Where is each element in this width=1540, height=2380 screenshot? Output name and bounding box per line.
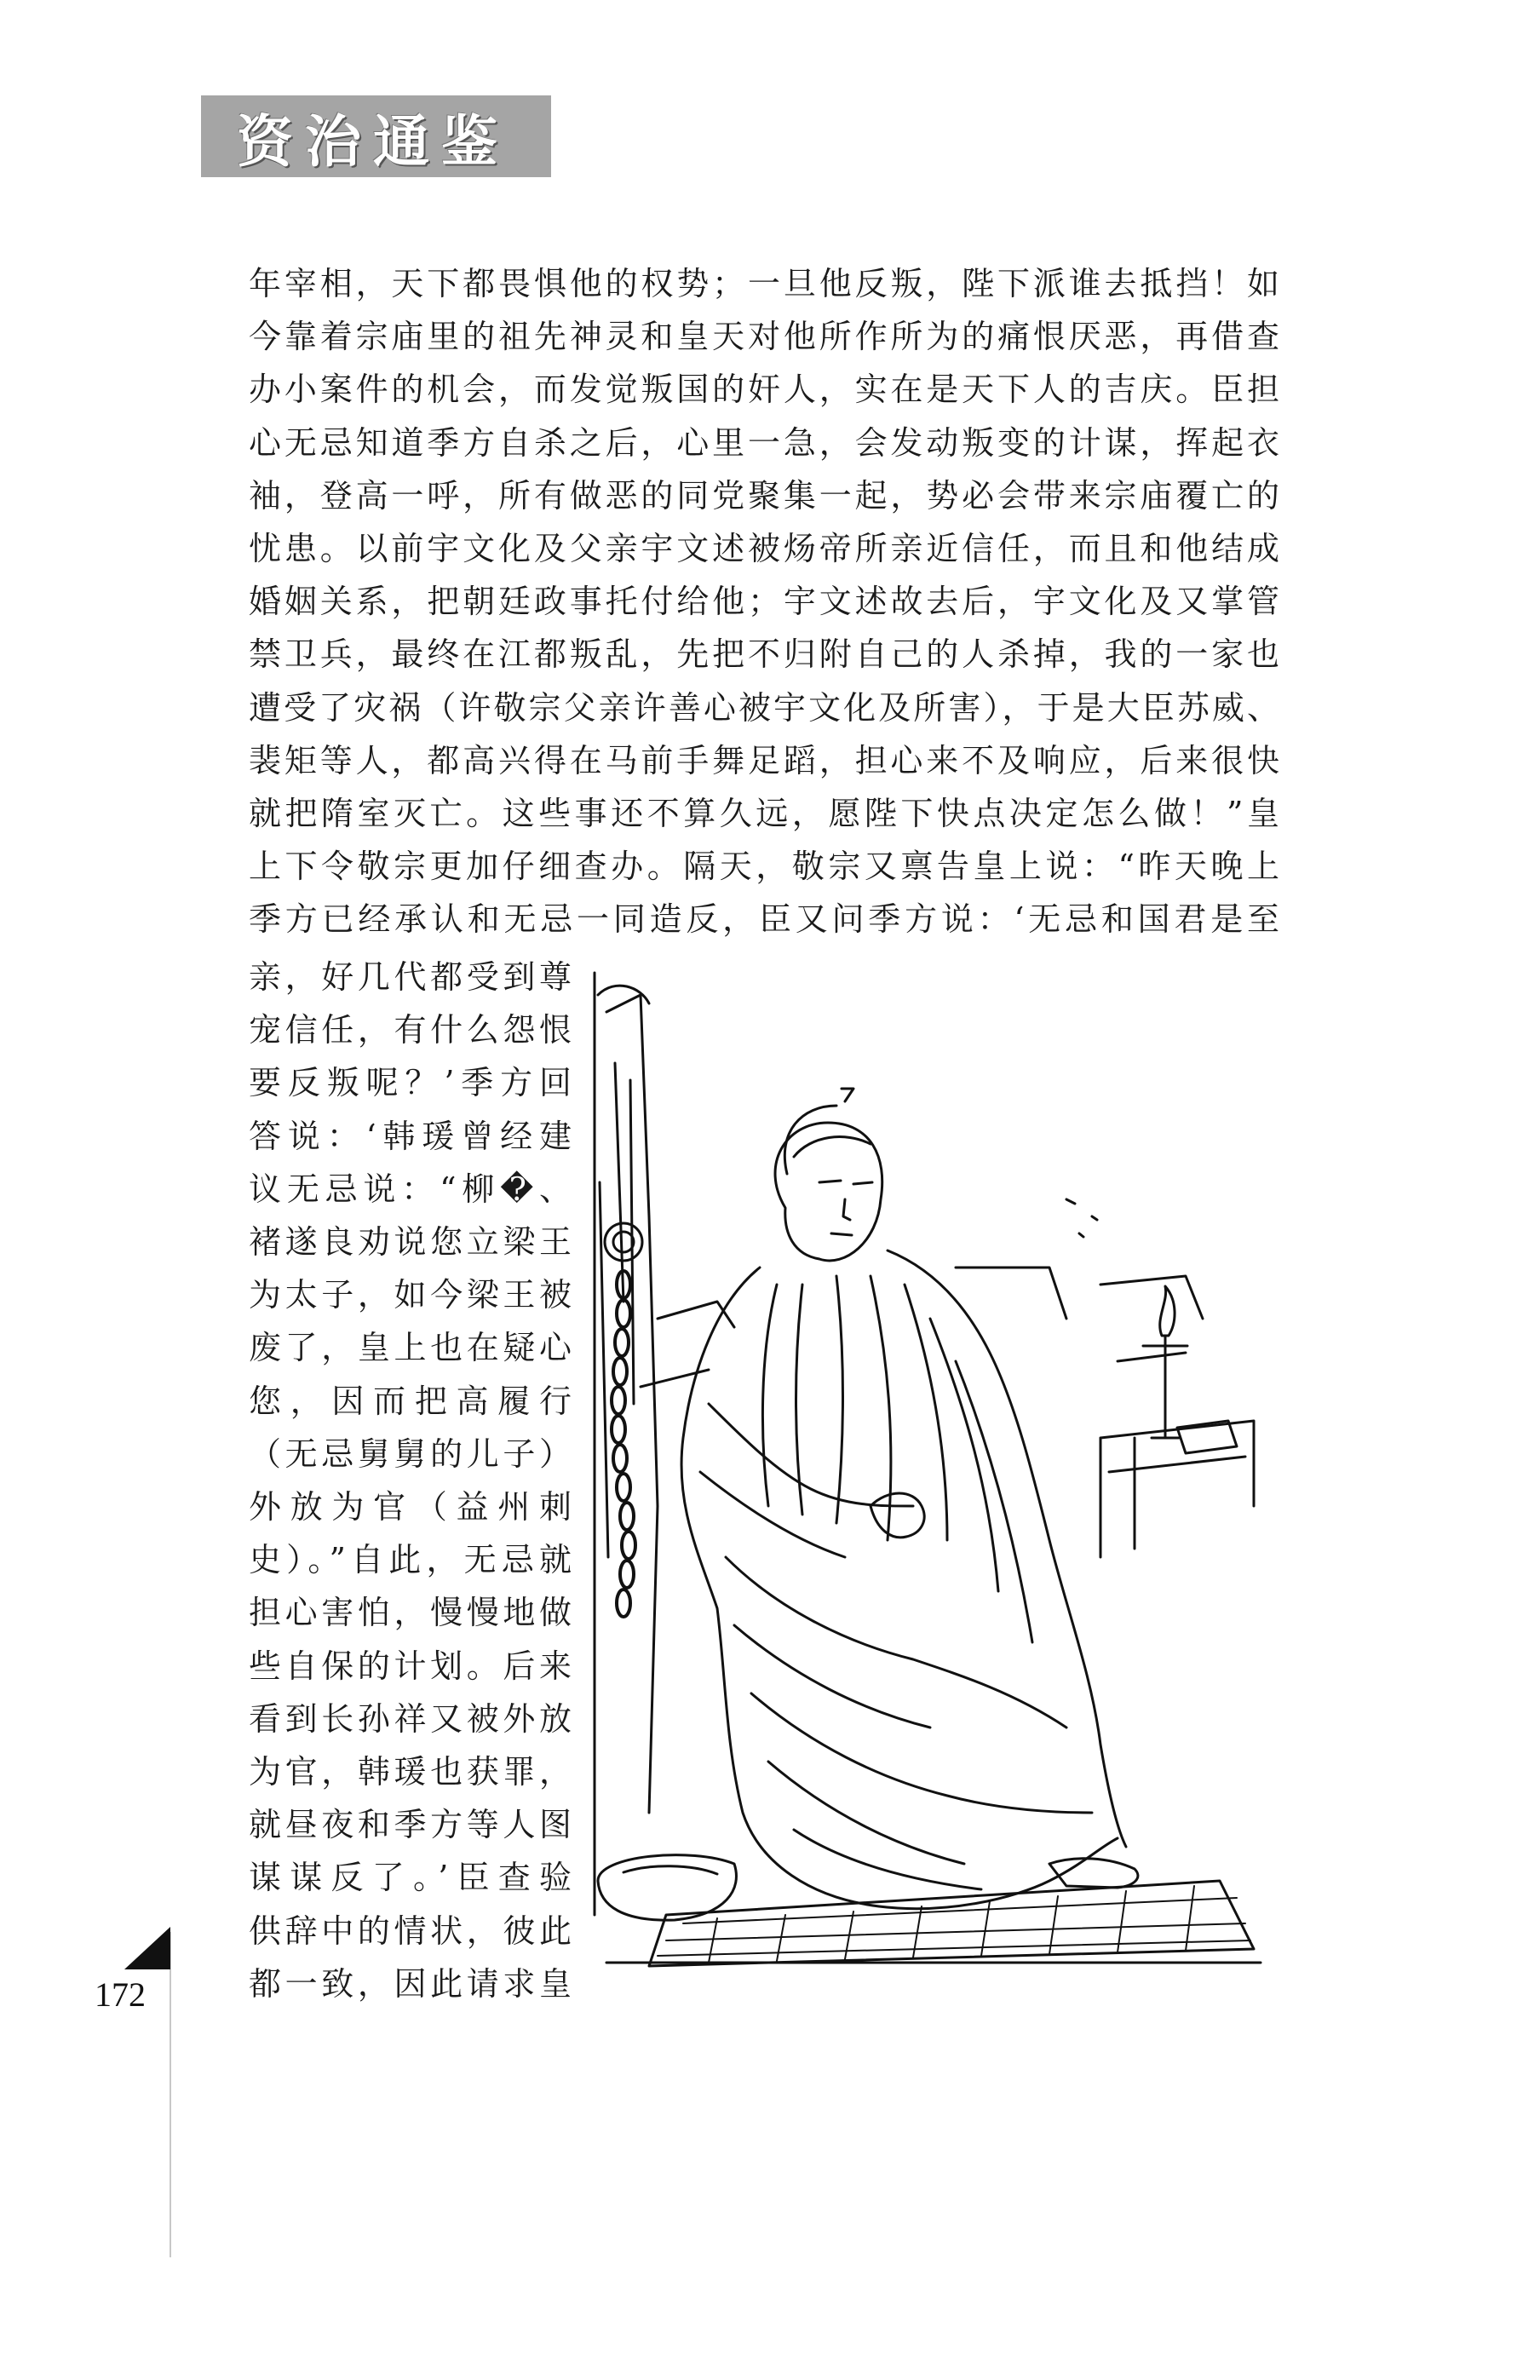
text-line: （无忌舅舅的儿子）	[249, 1434, 572, 1473]
text-line: 忧患。以前宇文化及父亲宇文述被炀帝所亲近信任，而且和他结成	[249, 530, 1279, 568]
book-title: 资治通鉴	[237, 108, 509, 175]
text-line: 要反叛呢？’季方回	[249, 1064, 572, 1102]
page-number: 172	[95, 1975, 146, 2014]
text-line: 遭受了灾祸（许敬宗父亲许善心被宇文化及所害），于是大臣苏威、	[249, 688, 1279, 727]
text-line: 答说：‘韩瑗曾经建	[249, 1117, 572, 1155]
body-text-full-width	[249, 257, 1279, 946]
text-line: 袖，登高一呼，所有做恶的同党聚集一起，势必会带来宗庙覆亡的	[249, 476, 1279, 515]
text-line: 些自保的计划。后来	[249, 1647, 572, 1685]
text-line: 为太子，如今梁王被	[249, 1276, 572, 1314]
text-line: 婚姻关系，把朝廷政事托付给他；宇文述故去后，宇文化及又掌管	[249, 583, 1279, 621]
text-line: 就昼夜和季方等人图	[249, 1806, 572, 1844]
text-line: 废了，皇上也在疑心	[249, 1329, 572, 1367]
book-title-banner	[201, 95, 551, 177]
text-line: 议无忌说：“柳�、	[249, 1170, 572, 1208]
text-line: 看到长孙祥又被外放	[249, 1699, 572, 1738]
page-corner-triangle	[124, 1927, 170, 1969]
text-line: 今靠着宗庙里的祖先神灵和皇天对他所作所为的痛恨厌恶，再借查	[249, 318, 1279, 356]
margin-rule	[170, 1932, 171, 2257]
text-line: 心无忌知道季方自杀之后，心里一急，会发动叛变的计谋，挥起衣	[249, 423, 1279, 462]
text-line: 就把隋室灭亡。这些事还不算久远，愿陛下快点决定怎么做！”皇	[249, 795, 1279, 833]
text-line: 担心害怕，慢慢地做	[249, 1594, 572, 1632]
text-line: 宠信任，有什么怨恨	[249, 1011, 572, 1049]
text-line: 您，因而把高履行	[249, 1382, 572, 1420]
text-line: 供辞中的情状，彼此	[249, 1911, 572, 1950]
text-line: 裴矩等人，都高兴得在马前手舞足蹈，担心来不及响应，后来很快	[249, 741, 1279, 779]
text-line: 褚遂良劝说您立梁王	[249, 1223, 572, 1262]
text-line: 年宰相，天下都畏惧他的权势；一旦他反叛，陛下派谁去抵挡！如	[249, 265, 1279, 302]
text-line: 都一致，因此请求皇	[249, 1964, 572, 2003]
text-line: 为官，韩瑗也获罪，	[249, 1753, 572, 1791]
body-text-narrow-column	[249, 951, 572, 2010]
text-line: 禁卫兵，最终在江都叛乱，先把不归附自己的人杀掉，我的一家也	[249, 635, 1279, 674]
text-line: 史）。”自此，无忌就	[249, 1541, 572, 1579]
text-line: 谋谋反了。’臣查验	[249, 1859, 572, 1897]
ink-illustration-seated-figure	[589, 961, 1262, 1976]
text-line: 上下令敬宗更加仔细查办。隔天，敬宗又禀告皇上说：“昨天晚上	[249, 848, 1279, 886]
text-line: 外放为官（益州刺	[249, 1488, 572, 1526]
text-line: 办小案件的机会，而发觉叛国的奸人，实在是天下人的吉庆。臣担	[249, 371, 1279, 409]
text-line: 亲，好几代都受到尊	[249, 958, 572, 996]
text-line: 季方已经承认和无忌一同造反，臣又问季方说：‘无忌和国君是至	[249, 900, 1279, 939]
